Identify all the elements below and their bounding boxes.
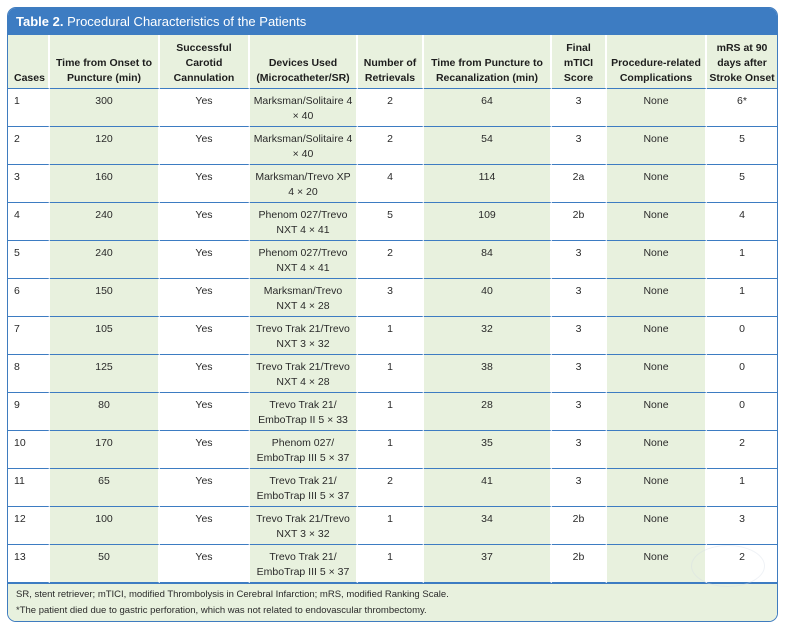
table-footnotes — [8, 583, 777, 622]
cell-carotid-cannulation: Yes — [160, 203, 250, 241]
cell-number-of-retrievals: 1 — [358, 355, 424, 393]
cell-case: 7 — [8, 317, 50, 355]
table-row — [8, 545, 777, 583]
cell-mrs-90-days: 1 — [707, 241, 777, 279]
cell-case: 10 — [8, 431, 50, 469]
cell-final-mtici: 3 — [552, 127, 607, 165]
cell-puncture-to-recanalization: 114 — [424, 165, 552, 203]
table-row — [8, 241, 777, 279]
cell-puncture-to-recanalization: 37 — [424, 545, 552, 583]
procedural-characteristics-table — [8, 35, 777, 583]
footnote-abbreviations: SR, stent retriever; mTICI, modified Thrombolysis in Cerebral Infarction; mRS, modified Ranking Scale. — [16, 589, 449, 600]
table-title-bar — [8, 8, 777, 35]
cell-devices-used: Trevo Trak 21/ EmboTrap II 5 × 33 — [250, 393, 358, 431]
cell-carotid-cannulation: Yes — [160, 431, 250, 469]
cell-mrs-90-days: 3 — [707, 507, 777, 545]
cell-number-of-retrievals: 1 — [358, 545, 424, 583]
cell-mrs-90-days: 1 — [707, 469, 777, 507]
cell-complications: None — [607, 165, 707, 203]
cell-number-of-retrievals: 2 — [358, 469, 424, 507]
cell-final-mtici: 2b — [552, 545, 607, 583]
cell-complications: None — [607, 393, 707, 431]
cell-onset-to-puncture: 105 — [50, 317, 160, 355]
cell-devices-used: Trevo Trak 21/Trevo NXT 3 × 32 — [250, 507, 358, 545]
table-row — [8, 317, 777, 355]
cell-devices-used: Trevo Trak 21/Trevo NXT 4 × 28 — [250, 355, 358, 393]
table-row — [8, 89, 777, 127]
cell-mrs-90-days: 2 — [707, 545, 777, 583]
cell-final-mtici: 2b — [552, 507, 607, 545]
cell-mrs-90-days: 4 — [707, 203, 777, 241]
cell-complications: None — [607, 355, 707, 393]
cell-puncture-to-recanalization: 32 — [424, 317, 552, 355]
cell-case: 1 — [8, 89, 50, 127]
cell-final-mtici: 3 — [552, 393, 607, 431]
table-row — [8, 355, 777, 393]
cell-puncture-to-recanalization: 41 — [424, 469, 552, 507]
cell-case: 11 — [8, 469, 50, 507]
cell-complications: None — [607, 279, 707, 317]
cell-onset-to-puncture: 300 — [50, 89, 160, 127]
cell-devices-used: Phenom 027/Trevo NXT 4 × 41 — [250, 203, 358, 241]
cell-mrs-90-days: 5 — [707, 165, 777, 203]
cell-case: 3 — [8, 165, 50, 203]
cell-onset-to-puncture: 170 — [50, 431, 160, 469]
cell-carotid-cannulation: Yes — [160, 165, 250, 203]
header-complications: Procedure-related Complications — [607, 35, 707, 89]
cell-carotid-cannulation: Yes — [160, 469, 250, 507]
cell-carotid-cannulation: Yes — [160, 127, 250, 165]
header-cases: Cases — [8, 35, 50, 89]
cell-complications: None — [607, 545, 707, 583]
cell-case: 12 — [8, 507, 50, 545]
cell-puncture-to-recanalization: 54 — [424, 127, 552, 165]
cell-devices-used: Marksman/Trevo NXT 4 × 28 — [250, 279, 358, 317]
cell-case: 4 — [8, 203, 50, 241]
cell-case: 6 — [8, 279, 50, 317]
table-row — [8, 431, 777, 469]
cell-carotid-cannulation: Yes — [160, 279, 250, 317]
cell-mrs-90-days: 6* — [707, 89, 777, 127]
cell-case: 5 — [8, 241, 50, 279]
table-body — [8, 89, 777, 583]
cell-complications: None — [607, 431, 707, 469]
cell-mrs-90-days: 0 — [707, 355, 777, 393]
header-onset-to-puncture: Time from Onset to Puncture (min) — [50, 35, 160, 89]
cell-carotid-cannulation: Yes — [160, 393, 250, 431]
cell-puncture-to-recanalization: 84 — [424, 241, 552, 279]
cell-devices-used: Marksman/Solitaire 4 × 40 — [250, 127, 358, 165]
table-row — [8, 279, 777, 317]
table-row — [8, 127, 777, 165]
cell-number-of-retrievals: 5 — [358, 203, 424, 241]
cell-case: 9 — [8, 393, 50, 431]
table-frame — [7, 7, 778, 622]
header-mrs-90-days: mRS at 90 days after Stroke Onset — [707, 35, 777, 89]
cell-final-mtici: 3 — [552, 241, 607, 279]
cell-onset-to-puncture: 240 — [50, 203, 160, 241]
cell-mrs-90-days: 0 — [707, 317, 777, 355]
cell-final-mtici: 2b — [552, 203, 607, 241]
cell-number-of-retrievals: 1 — [358, 507, 424, 545]
cell-puncture-to-recanalization: 35 — [424, 431, 552, 469]
cell-puncture-to-recanalization: 109 — [424, 203, 552, 241]
cell-devices-used: Phenom 027/ EmboTrap III 5 × 37 — [250, 431, 358, 469]
cell-mrs-90-days: 0 — [707, 393, 777, 431]
cell-complications: None — [607, 507, 707, 545]
cell-final-mtici: 3 — [552, 317, 607, 355]
cell-onset-to-puncture: 50 — [50, 545, 160, 583]
table-header-row — [8, 35, 777, 89]
cell-number-of-retrievals: 1 — [358, 317, 424, 355]
cell-devices-used: Trevo Trak 21/ EmboTrap III 5 × 37 — [250, 469, 358, 507]
cell-number-of-retrievals: 2 — [358, 241, 424, 279]
cell-final-mtici: 2a — [552, 165, 607, 203]
cell-onset-to-puncture: 150 — [50, 279, 160, 317]
cell-final-mtici: 3 — [552, 431, 607, 469]
cell-number-of-retrievals: 1 — [358, 393, 424, 431]
table-row — [8, 203, 777, 241]
cell-carotid-cannulation: Yes — [160, 545, 250, 583]
cell-onset-to-puncture: 100 — [50, 507, 160, 545]
header-puncture-to-recanalization: Time from Puncture to Recanalization (min) — [424, 35, 552, 89]
table-title: Procedural Characteristics of the Patients — [67, 14, 307, 29]
cell-onset-to-puncture: 160 — [50, 165, 160, 203]
cell-mrs-90-days: 5 — [707, 127, 777, 165]
cell-number-of-retrievals: 2 — [358, 89, 424, 127]
cell-devices-used: Trevo Trak 21/ EmboTrap III 5 × 37 — [250, 545, 358, 583]
cell-mrs-90-days: 2 — [707, 431, 777, 469]
cell-puncture-to-recanalization: 28 — [424, 393, 552, 431]
table-row — [8, 469, 777, 507]
cell-puncture-to-recanalization: 34 — [424, 507, 552, 545]
cell-case: 2 — [8, 127, 50, 165]
cell-devices-used: Marksman/Trevo XP 4 × 20 — [250, 165, 358, 203]
watermark-logo — [691, 545, 765, 587]
cell-carotid-cannulation: Yes — [160, 241, 250, 279]
cell-complications: None — [607, 203, 707, 241]
header-carotid-cannulation: Successful Carotid Cannulation — [160, 35, 250, 89]
cell-number-of-retrievals: 1 — [358, 431, 424, 469]
cell-devices-used: Marksman/Solitaire 4 × 40 — [250, 89, 358, 127]
header-devices-used: Devices Used (Microcatheter/SR) — [250, 35, 358, 89]
cell-final-mtici: 3 — [552, 469, 607, 507]
cell-complications: None — [607, 241, 707, 279]
cell-onset-to-puncture: 65 — [50, 469, 160, 507]
cell-complications: None — [607, 127, 707, 165]
header-number-of-retrievals: Number of Retrievals — [358, 35, 424, 89]
table-label: Table 2. — [16, 14, 64, 29]
cell-carotid-cannulation: Yes — [160, 355, 250, 393]
cell-final-mtici: 3 — [552, 355, 607, 393]
cell-case: 8 — [8, 355, 50, 393]
cell-final-mtici: 3 — [552, 279, 607, 317]
cell-number-of-retrievals: 2 — [358, 127, 424, 165]
cell-number-of-retrievals: 3 — [358, 279, 424, 317]
cell-puncture-to-recanalization: 38 — [424, 355, 552, 393]
table-row — [8, 165, 777, 203]
cell-puncture-to-recanalization: 40 — [424, 279, 552, 317]
cell-onset-to-puncture: 80 — [50, 393, 160, 431]
cell-puncture-to-recanalization: 64 — [424, 89, 552, 127]
cell-complications: None — [607, 317, 707, 355]
cell-onset-to-puncture: 120 — [50, 127, 160, 165]
table-row — [8, 507, 777, 545]
footnote-asterisk: *The patient died due to gastric perforation, which was not related to endovascular thrombectomy. — [16, 605, 427, 616]
cell-carotid-cannulation: Yes — [160, 317, 250, 355]
cell-devices-used: Phenom 027/Trevo NXT 4 × 41 — [250, 241, 358, 279]
cell-complications: None — [607, 469, 707, 507]
cell-devices-used: Trevo Trak 21/Trevo NXT 3 × 32 — [250, 317, 358, 355]
table-row — [8, 393, 777, 431]
cell-final-mtici: 3 — [552, 89, 607, 127]
header-final-mtici: Final mTICI Score — [552, 35, 607, 89]
cell-onset-to-puncture: 125 — [50, 355, 160, 393]
cell-carotid-cannulation: Yes — [160, 507, 250, 545]
cell-onset-to-puncture: 240 — [50, 241, 160, 279]
cell-carotid-cannulation: Yes — [160, 89, 250, 127]
cell-number-of-retrievals: 4 — [358, 165, 424, 203]
cell-case: 13 — [8, 545, 50, 583]
cell-complications: None — [607, 89, 707, 127]
cell-mrs-90-days: 1 — [707, 279, 777, 317]
